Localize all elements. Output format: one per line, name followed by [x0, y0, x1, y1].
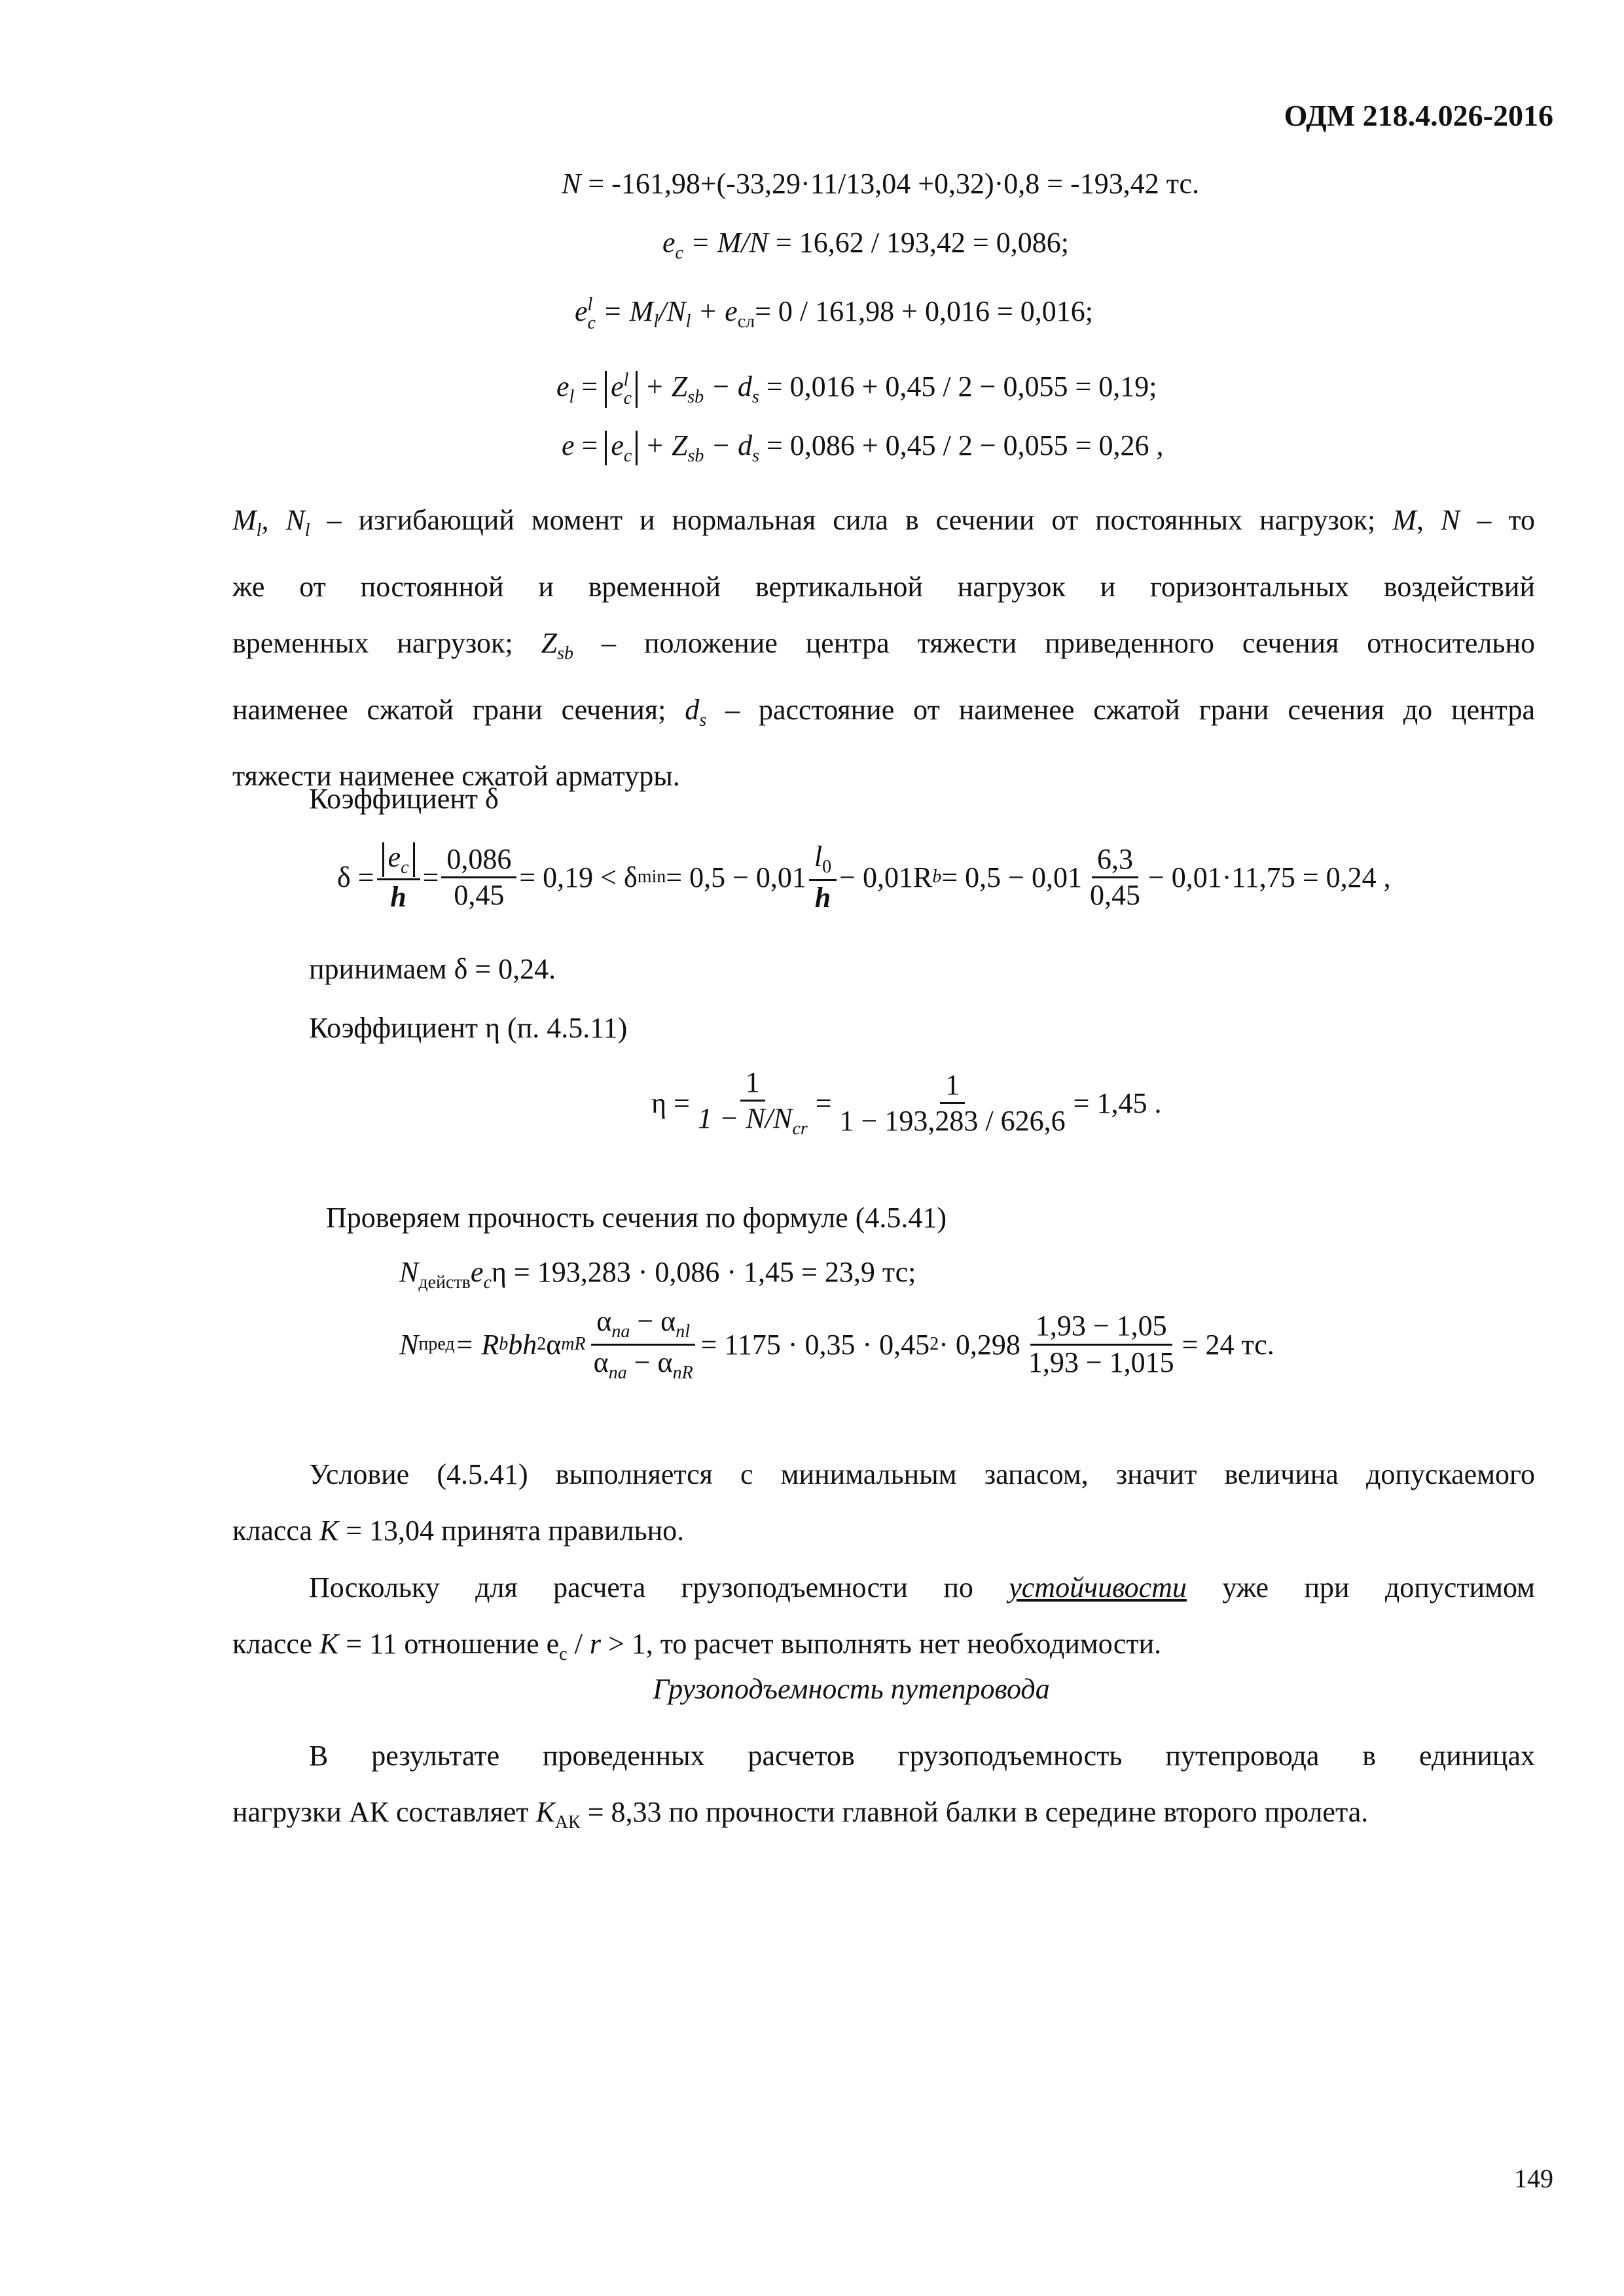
- eq-ec-sub: c: [675, 242, 683, 263]
- eq-ecl-mid2: /N: [659, 295, 686, 327]
- eq-delta-frac1: $\frac{e_c}{h}$: [377, 842, 420, 914]
- eq-e-rsub2: s: [752, 445, 760, 466]
- eq-eta-eq: =: [815, 1086, 832, 1119]
- equation-e: [562, 429, 1164, 467]
- eq-ecl-lhs: e: [575, 295, 588, 327]
- eq-delta-frac3: $\frac{l_0}{h}$: [809, 841, 837, 914]
- eq-delta-lhs: δ =: [337, 861, 374, 893]
- eq-delta-eq1: =: [422, 861, 439, 893]
- eq-eta-lhs: η =: [651, 1086, 690, 1119]
- eq-el-abs-e: e: [611, 370, 624, 403]
- eq-eta-frac2: $\frac{1}{1 - 193,283 / 626,6}$: [839, 1068, 1066, 1137]
- eq-e-rhs: = 0,086 + 0,45 / 2 − 0,055 = 0,26 ,: [759, 429, 1164, 461]
- eq-e-abs-sub: c: [623, 445, 632, 466]
- eq-ecl-sub3: l: [685, 311, 691, 332]
- eq-delta-mid: = 0,19 < δ: [519, 861, 638, 893]
- p3-line1: Поскольку для расчета грузоподъемности по устойчивости уже при допустимом: [309, 1571, 1536, 1604]
- eq-ecl-sup: l: [587, 294, 593, 315]
- eq-delta-mid2: = 0,5 − 0,01: [666, 861, 806, 893]
- check-text: Проверяем прочность сечения по формуле (4.5.41): [326, 1202, 947, 1234]
- eq-e-lhs: e: [562, 429, 575, 461]
- eq-delta-mid3-sub: b: [932, 867, 942, 888]
- equation-delta: [337, 841, 1391, 914]
- paragraph-condition: [232, 1446, 1535, 1559]
- paragraph-stability: [232, 1560, 1535, 1683]
- p2-line2: класса К = 13,04 принята правильно.: [232, 1515, 685, 1547]
- eq-ecl-mid: = M: [595, 295, 654, 327]
- eq-el-abs: [605, 371, 638, 408]
- eq-delta-frac2: $\frac{0,086}{0,45}$: [441, 844, 516, 912]
- equation-eta: [651, 1067, 1161, 1139]
- equation-ec: [662, 226, 1069, 264]
- equation-n-pred: N пред = R b bh 2 α mR $\frac{\alpha_{na} - \alpha_{nl}}{\alpha_{na} - \alpha_{nR}}$ = 1175 · 0,35 · 0,45 2 · 0,298 $\frac{1,93 - 1,05}{1,93 - 1,015}$ = 24 тс.: [399, 1305, 1274, 1383]
- paragraph-result: [232, 1728, 1535, 1851]
- eq-n-symbol: N: [562, 168, 581, 200]
- eq-delta-mid4: = 0,5 − 0,01: [941, 861, 1082, 893]
- accept-delta: принимаем δ = 0,24.: [309, 953, 556, 985]
- eq-el-eq: =: [574, 370, 605, 403]
- eq-e-abs: [605, 431, 638, 465]
- eq-ec-mid: = M/N: [683, 226, 768, 259]
- eq-el-rsub2: s: [751, 386, 759, 407]
- eq-ecl-mid3: + e: [691, 295, 738, 327]
- eq-el-lsub: l: [569, 386, 575, 407]
- document-code: ОДМ 218.4.026-2016: [1284, 99, 1553, 132]
- eq-el-lhs: e: [556, 370, 569, 403]
- p1-line3: временных нагрузок; $Z_{sb}$ – положение центра тяжести приведенного сечения относительно: [232, 626, 1535, 664]
- p3-line2: классе К = 11 отношение $e_с / r > 1$, то расчет выполнять нет необходимости.: [232, 1628, 1162, 1664]
- equation-n: [562, 167, 1199, 200]
- eq-e-eq: =: [574, 429, 605, 461]
- eq-el-rest: + Z: [638, 370, 688, 403]
- section-subtitle: Грузоподъемность путепровода: [653, 1673, 1050, 1705]
- eq-delta-mid-sub: min: [637, 867, 666, 888]
- page-number: 149: [1514, 2164, 1553, 2193]
- eq-e-rest: + Z: [638, 429, 688, 461]
- eq-delta-frac4: $\frac{6,3}{0,45}$: [1089, 842, 1140, 911]
- eq-npred-frac2: $\frac{1,93 - 1,05}{1,93 - 1,015}$: [1028, 1310, 1174, 1378]
- eq-ecl-rhs: = 0 / 161,98 + 0,016 = 0,016;: [755, 295, 1093, 327]
- coef-delta-label: Коэффициент δ: [309, 783, 499, 815]
- p1-line5: тяжести наименее сжатой арматуры.: [232, 760, 680, 793]
- eq-e-rsub: sb: [687, 445, 704, 466]
- eq-ec-rhs: = 16,62 / 193,42 = 0,086;: [768, 226, 1069, 259]
- eq-el-rsub: sb: [687, 386, 704, 407]
- equation-ecl: [575, 295, 1093, 332]
- eq-el-rest2: − d: [704, 370, 752, 403]
- p2-line1: Условие (4.5.41) выполняется с минимальным запасом, значит величина допускаемого: [309, 1458, 1535, 1490]
- eq-ecl-sub: c: [587, 312, 596, 333]
- eq-eta-frac1: $\frac{1}{1 - N/N_{cr}}$: [697, 1066, 808, 1139]
- eq-delta-mid3: − 0,01R: [839, 861, 933, 893]
- eq-npred-frac1: $\frac{\alpha_{na} - \alpha_{nl}}{\alpha_{na} - \alpha_{nR}}$: [588, 1306, 698, 1383]
- equation-el: [556, 370, 1157, 408]
- eq-e-abs-e: e: [611, 429, 624, 461]
- p4-line1: В результате проведенных расчетов грузоподъемность путепровода в единицах: [309, 1740, 1535, 1772]
- eq-ecl-sub4: сл: [737, 311, 755, 332]
- p1-line2: же от постоянной и временной вертикальной нагрузок и горизонтальных воздействий: [232, 570, 1535, 603]
- eq-el-abs-sup: l: [623, 369, 629, 390]
- p4-line2: нагрузки АК составляет $К_{АК} = 8,33$ по прочности главной балки в середине второго пролета.: [232, 1796, 1369, 1833]
- eq-n-text: = -161,98+(-33,29·11/13,04 +0,32)·0,8 = -193,42 тс.: [581, 168, 1200, 200]
- eq-el-abs-sub: c: [623, 387, 632, 408]
- eq-ecl-sub2: l: [653, 311, 659, 332]
- eq-ec-lhs: e: [662, 226, 676, 259]
- p1-line1: $M_l$, $N_l$ – изгибающий момент и нормальная сила в сечении от постоянных нагрузок; M, N – то: [232, 504, 1535, 541]
- equation-n-deystv: $N_{действ}e_c\eta = 193,283 \cdot 0,086 \cdot 1,45 = 23,9$ тс;: [399, 1256, 916, 1293]
- coef-eta-label: Коэффициент η (п. 4.5.11): [309, 1012, 628, 1044]
- eq-el-rhs: = 0,016 + 0,45 / 2 − 0,055 = 0,19;: [759, 370, 1157, 403]
- eq-delta-tail: − 0,01·11,75 = 0,24 ,: [1147, 861, 1391, 893]
- p1-line4: наименее сжатой грани сечения; $d_s$ – расстояние от наименее сжатой грани сечения до центра: [232, 693, 1535, 730]
- eq-e-rest2: − d: [704, 429, 753, 461]
- paragraph-definitions: [232, 492, 1535, 804]
- eq-eta-rhs: = 1,45 .: [1073, 1086, 1162, 1119]
